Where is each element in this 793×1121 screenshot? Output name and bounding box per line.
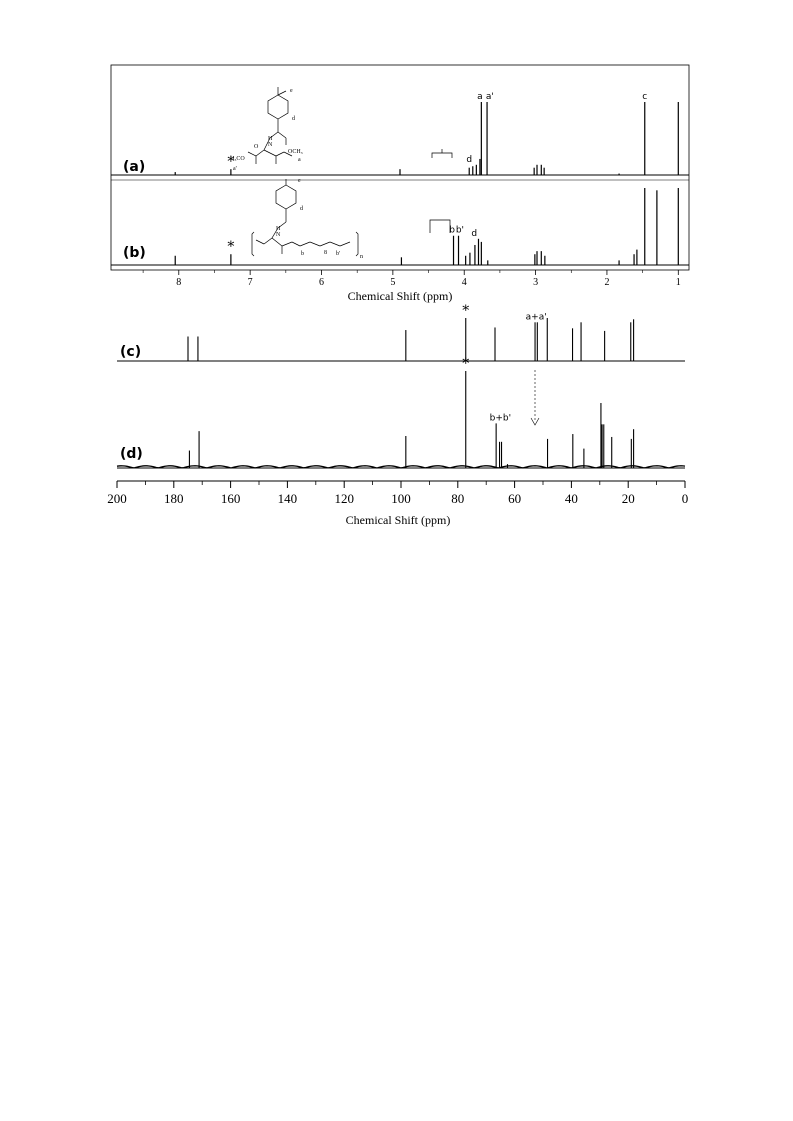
h-nmr-x-axis-title: Chemical Shift (ppm) (347, 289, 453, 303)
c-nmr-tick-label: 200 (107, 491, 127, 506)
spectrum-d-annotations (462, 356, 511, 423)
spectrum-c-annotation: a+a' (525, 312, 547, 323)
monomer-label-d: d (292, 116, 295, 122)
c-nmr-tick-label: 100 (391, 491, 411, 506)
monomer-label-a: a (298, 157, 301, 163)
spectrum-b-annotations (227, 226, 477, 255)
h-nmr-tick-label: 1 (675, 277, 681, 288)
monomer-structure (248, 87, 292, 164)
spectrum-d-annotation: b+b' (489, 413, 512, 424)
monomer-label-h3co: H₃CO (230, 156, 245, 162)
polymer-label-b-prime: b' (336, 251, 341, 257)
c-nmr-tick-label: 0 (681, 491, 689, 506)
spectrum-a (111, 102, 689, 175)
spectrum-d (117, 371, 685, 468)
c-nmr-panel (107, 303, 688, 527)
spectrum-d-label: (d) (120, 446, 143, 462)
polymer-label-N: N (276, 232, 281, 238)
spectrum-c-annotations (462, 303, 546, 322)
c-nmr-x-axis (107, 481, 688, 506)
h-nmr-tick-label: 5 (390, 277, 396, 288)
h-nmr-panel (111, 65, 689, 303)
h-nmr-frame (111, 65, 689, 270)
c-nmr-tick-label: 80 (451, 491, 465, 506)
polymer-label-b: b (301, 251, 304, 257)
spectrum-b-annotation: b' (455, 225, 465, 236)
spectrum-b-label: (b) (123, 245, 146, 261)
polymer-structure (252, 179, 358, 256)
spectrum-a-label: (a) (123, 159, 146, 175)
h-nmr-tick-label: 4 (461, 277, 467, 288)
monomer-label-N: N (268, 142, 273, 148)
monomer-label-O: O (254, 144, 259, 150)
spectrum-b-d-bracket (430, 220, 450, 233)
c-nmr-tick-label: 120 (334, 491, 354, 506)
polymer-label-8: 8 (324, 250, 327, 256)
polymer-label-e: e (298, 178, 301, 184)
spectrum-a-annotation: * (227, 154, 235, 171)
monomer-label-e: e (290, 88, 293, 94)
c-nmr-tick-label: 40 (564, 491, 578, 506)
c-nmr-tick-label: 180 (164, 491, 184, 506)
polymer-label-d: d (300, 206, 303, 212)
c-nmr-tick-label: 60 (508, 491, 522, 506)
spectrum-c-label: (c) (120, 344, 142, 360)
spectrum-c (117, 318, 685, 361)
h-nmr-tick-label: 8 (176, 277, 182, 288)
spectrum-a-annotations (227, 92, 647, 170)
spectrum-a-annotation: c (642, 92, 648, 102)
spectrum-a-d-bracket (432, 149, 452, 158)
spectrum-d-annotation: * (462, 356, 470, 372)
h-nmr-tick-label: 6 (319, 277, 325, 288)
c-nmr-tick-label: 140 (277, 491, 298, 506)
monomer-label-H: H (268, 136, 273, 142)
c-nmr-tick-label: 20 (621, 491, 635, 506)
h-nmr-tick-label: 2 (604, 277, 610, 288)
c-nmr-x-axis-title: Chemical Shift (ppm) (345, 513, 451, 527)
monomer-dioxane-ring (268, 95, 288, 119)
spectrum-c-annotation: * (462, 303, 470, 319)
h-nmr-tick-label: 3 (533, 277, 539, 288)
monomer-label-och3: OCH₃ (288, 149, 303, 155)
h-nmr-x-axis (143, 270, 681, 288)
spectrum-b-annotation: b (449, 225, 455, 236)
polymer-label-H: H (276, 226, 281, 232)
spectrum-b-annotation: d (471, 228, 478, 239)
spectrum-b (111, 188, 689, 265)
polymer-label-n: n (360, 254, 363, 260)
monomer-label-a-prime: a' (233, 166, 237, 172)
polymer-dioxane-ring (276, 185, 296, 209)
h-nmr-tick-label: 7 (247, 277, 253, 288)
c-nmr-tick-label: 160 (220, 491, 241, 506)
spectrum-b-annotation: * (227, 239, 235, 256)
spectrum-a-annotation: a (477, 92, 483, 102)
spectrum-a-annotation: d (466, 154, 473, 165)
spectrum-a-annotation: a' (485, 92, 494, 102)
